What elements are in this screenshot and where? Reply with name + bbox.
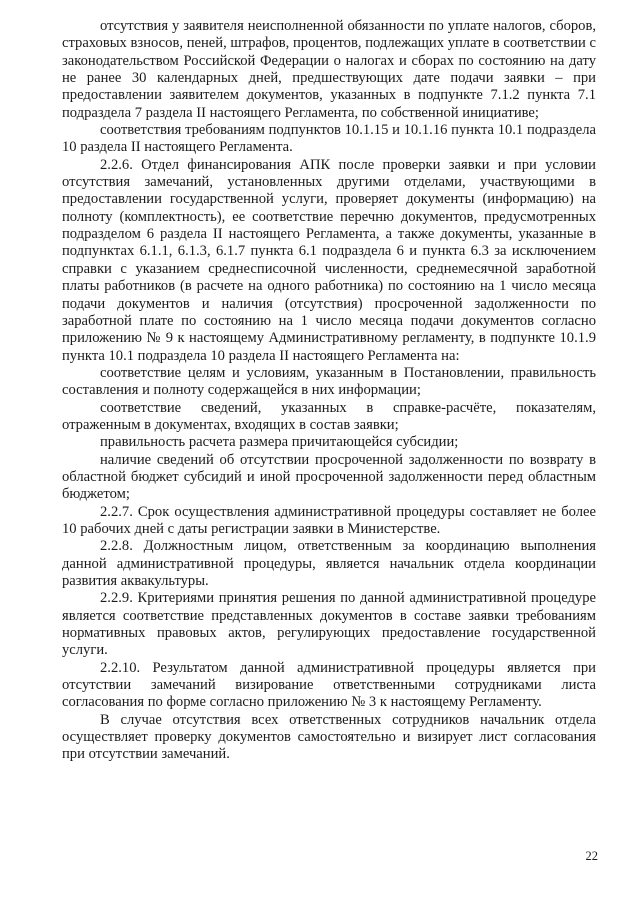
document-body xyxy=(62,18,596,764)
paragraph-2-2-10: 2.2.10. Результатом данной административной процедуры является при отсутствии замечаний визирование ответственными сотрудниками листа согласования по форме согласно приложению № 3 к настоящему Регламенту. xyxy=(62,659,596,711)
paragraph-2-2-9: 2.2.9. Критериями принятия решения по данной административной процедуре является соответствие представленных документов в составе заявки требованиям нормативных правовых актов, регулирующих предоставление государственной услуги. xyxy=(62,590,596,659)
page-number: 22 xyxy=(585,849,598,863)
paragraph-absent-staff: В случае отсутствия всех ответственных сотрудников начальник отдела осуществляет проверку документов самостоятельно и визирует лист согласования при отсутствии замечаний. xyxy=(62,711,596,763)
paragraph-subpoint-compliance: соответствия требованиям подпунктов 10.1.15 и 10.1.16 пункта 10.1 подраздела 10 раздела II настоящего Регламента. xyxy=(62,122,596,156)
paragraph-no-debt-info: наличие сведений об отсутствии просроченной задолженности по возврату в областной бюджет субсидий и иной просроченной задолженности перед областным бюджетом; xyxy=(62,451,596,503)
paragraph-subsidy-calculation: правильность расчета размера причитающейся субсидии; xyxy=(100,434,459,451)
paragraph-tax-arrears-condition: отсутствия у заявителя неисполненной обязанности по уплате налогов, сборов, страховых взносов, пеней, штрафов, процентов, подлежащих уплате в соответствии с законодательством Российской Федерации о налогах и сборах по состоянию на дату не ранее 30 календарных дней, предшествующих дате подачи заявки – при предоставлении заявителем документов, указанных в подпункте 7.1.2 пункта 7.1 подраздела 7 раздела II настоящего Регламента, по собственной инициативе; xyxy=(62,18,596,121)
paragraph-info-compliance: соответствие сведений, указанных в справке-расчёте, показателям, отраженным в документах, входящих в состав заявки; xyxy=(62,399,596,433)
paragraph-2-2-7: 2.2.7. Срок осуществления административной процедуры составляет не более 10 рабочих дней с даты регистрации заявки в Министерстве. xyxy=(62,503,596,537)
paragraph-2-2-8: 2.2.8. Должностным лицом, ответственным за координацию выполнения данной административной процедуры, является начальник отдела координации развития аквакультуры. xyxy=(62,538,596,589)
paragraph-2-2-6: 2.2.6. Отдел финансирования АПК после проверки заявки и при условии отсутствия замечаний, установленных другими отделами, участвующими в предоставлении государственной услуги, проверяет документы (информацию) на полноту (комплектность), ее соответствие перечню документов, предусмотренных подразделом 6 раздела II настоящего Регламента, а также документы, указанные в подпунктах 6.1.1, 6.1.3, 6.1.7 пункта 6.1 подраздела 6 и пункта 6.3 за исключением справки с указанием среднесписочной численности, среднемесячной заработной платы работников (в расчете на одного работника) по состоянию на 1 число месяца подачи документов и наличия (отсутствия) просроченной задолженности по заработной плате по состоянию на 1 число месяца подачи документов согласно приложению № 9 к настоящему Административному регламенту, в подпункте 10.1.9 пункта 10.1 подраздела 10 раздела II настоящего Регламента на: xyxy=(62,156,596,364)
paragraph-goals-compliance: соответствие целям и условиям, указанным в Постановлении, правильность составления и полноту содержащейся в них информации; xyxy=(62,364,596,399)
